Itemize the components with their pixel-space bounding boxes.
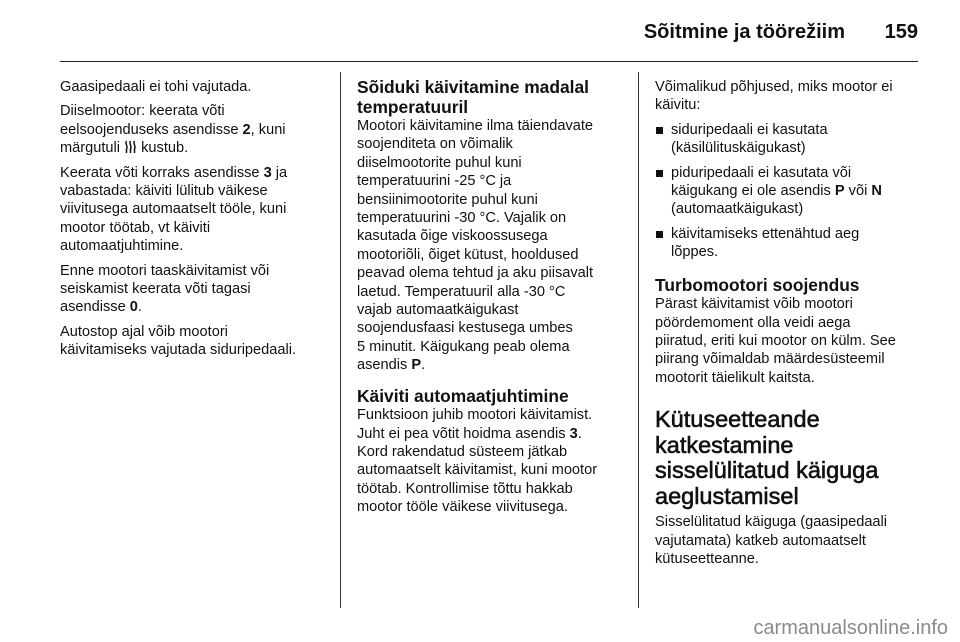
column-divider-2	[638, 72, 639, 608]
column-2	[357, 78, 629, 523]
column-1	[60, 78, 340, 366]
column-divider-1	[340, 72, 341, 608]
header-divider	[60, 61, 918, 62]
heading-cold-start: Sõiduki käivitamine madalal temperatuuril	[357, 77, 589, 117]
paragraph-reasons: Võimalikud põhjused, miks mootor ei käivitu:	[655, 79, 893, 114]
heading-turbo-warmup: Turbomootori soojendus	[655, 274, 860, 295]
column-3	[655, 78, 927, 574]
paragraph-diesel: Diiselmootor: keerata võti eelsoojenduseks asendisse 2, kuni märgutuli kustub.	[60, 103, 286, 157]
list-item: piduripedaali ei kasutata või käigukang ei ole asendis P või N (automaatkäigukast)	[655, 164, 927, 219]
paragraph-cold-start: Mootori käivitamine ilma täiendavate soojenditeta on võimalik diiselmootorite puhul kuni temperatuurini -25 °C ja bensiinimootorite puhul kuni temperatuurini -30 °C. Vajalik on kasutada õige viskoossusega mootoriõli, õiget kütust, hooldused peavad olema tehtud ja aku piisavalt laetud. Temperatuuril alla -30 °C vajab automaatkäigukast soojendusfaasi kestusega umbes 5 minutit. Käigukang peab olema asendis P.	[357, 118, 594, 374]
glow-plug-icon	[124, 140, 137, 154]
reasons-list	[655, 121, 927, 262]
paragraph-starter-control: Funktsioon juhib mootori käivitamist. Juht ei pea võtit hoidma asendis 3. Kord rakendatud süsteem jätkab automaatselt käivitamist, kuni mootor töötab. Kontrollimise tõttu hakkab mootor tööle väikese viivitusega.	[357, 407, 598, 516]
list-item: siduripedaali ei kasutata (käsilülituskäigukast)	[655, 121, 927, 158]
page-header	[0, 0, 960, 50]
paragraph-pedal: Gaasipedaali ei tohi vajutada.	[60, 79, 252, 95]
paragraph-turbo-warmup: Pärast käivitamist võib mootori pöördemoment olla veidi aega piiratud, eriti kui mootor on külm. See piirang võimaldab määrdesüsteemil mootorit täielikult kaitsta.	[655, 296, 896, 386]
watermark: carmanualsonline.info	[753, 617, 948, 639]
paragraph-start: Keerata võti korraks asendisse 3 ja vabastada: käiviti lülitub väikese viivitusega automaatselt tööle, kuni mootor töötab, vt käiviti automaatjuhtimine.	[60, 164, 288, 255]
page-number: 159	[884, 21, 918, 43]
paragraph-restart: Enne mootori taaskäivitamist või seiskamist keerata võti tagasi asendisse 0.	[60, 262, 270, 316]
page-title: Sõitmine ja töörežiim	[643, 21, 845, 43]
paragraph-fuel-cutoff: Sisselülitatud käiguga (gaasipedaali vajutamata) katkeb automaatselt kütuseetteanne.	[655, 514, 888, 567]
heading-fuel-cutoff: Kütuseetteande katkestamine sisselülitatud käiguga aeglustamisel	[655, 406, 879, 509]
heading-starter-control: Käiviti automaatjuhtimine	[357, 385, 569, 406]
bullet-icon	[656, 170, 663, 177]
paragraph-autostop: Autostop ajal võib mootori käivitamiseks vajutada siduripedaali.	[60, 323, 297, 359]
list-item: käivitamiseks ettenähtud aeg lõppes.	[655, 225, 927, 262]
bullet-icon	[656, 127, 663, 134]
bullet-icon	[656, 231, 663, 238]
